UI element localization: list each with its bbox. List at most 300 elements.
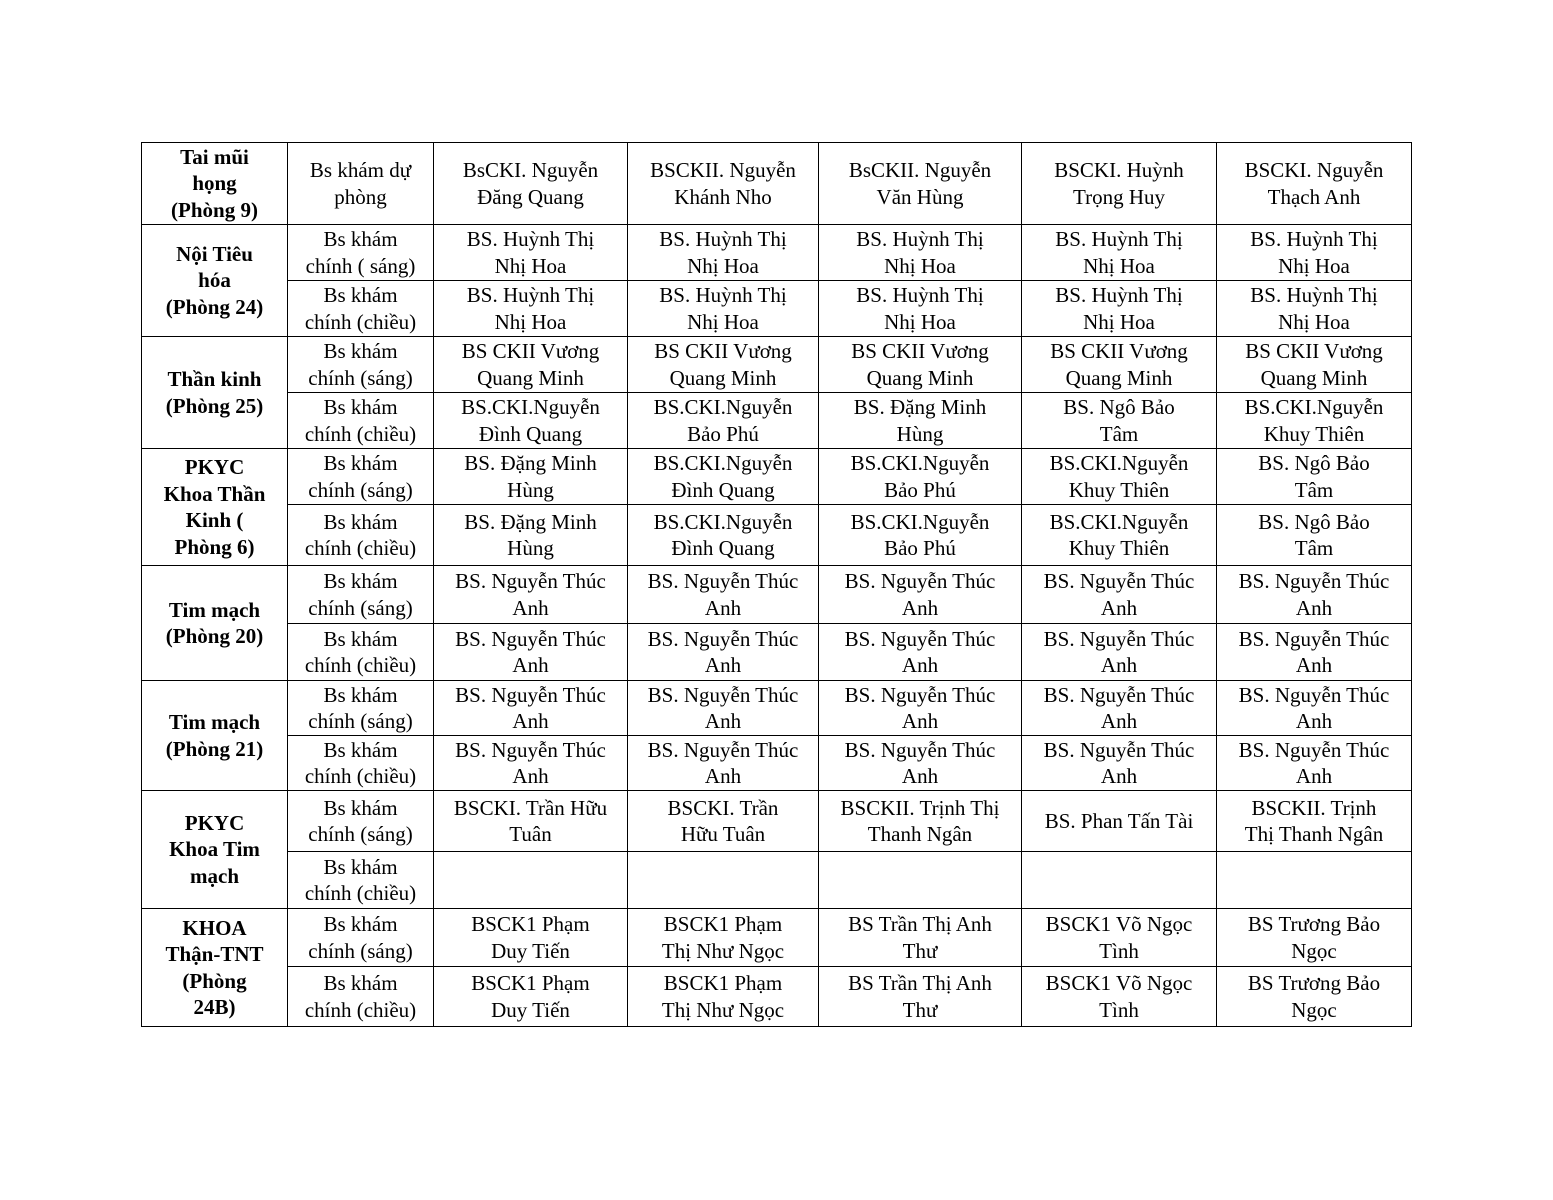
doctor-cell bbox=[1022, 505, 1217, 566]
table-row bbox=[142, 566, 1412, 624]
role-cell bbox=[288, 852, 434, 909]
department-name-line: (Phòng 20) bbox=[165, 624, 264, 648]
department-name-line: Nội Tiêu bbox=[176, 241, 253, 266]
role-cell bbox=[288, 505, 434, 566]
doctor-name-line: BS. Nguyễn Thúc bbox=[1238, 682, 1390, 707]
role-line: phòng bbox=[334, 184, 387, 209]
doctor-name-line: Duy Tiến bbox=[491, 997, 570, 1022]
doctor-cell bbox=[434, 505, 628, 566]
doctor-name-line: Văn Hùng bbox=[876, 184, 964, 209]
department-name-line: (Phòng 24) bbox=[165, 294, 264, 319]
role-cell bbox=[288, 225, 434, 281]
department-name-line: (Phòng 9) bbox=[171, 197, 258, 222]
doctor-name-line: Khuy Thiên bbox=[1068, 536, 1170, 560]
department-cell bbox=[142, 337, 288, 449]
doctor-cell bbox=[628, 791, 819, 852]
doctor-cell bbox=[1217, 681, 1412, 736]
doctor-cell bbox=[434, 566, 628, 624]
doctor-name-line: Quang Minh bbox=[477, 365, 584, 390]
department-cell bbox=[142, 909, 288, 1027]
doctor-name-line: Anh bbox=[901, 709, 939, 733]
doctor-name-line: BS. Nguyễn Thúc bbox=[455, 569, 606, 593]
doctor-name-line: Quang Minh bbox=[1065, 365, 1173, 390]
doctor-cell bbox=[819, 143, 1022, 225]
doctor-name-line: BS. Nguyễn Thúc bbox=[1238, 626, 1390, 651]
doctor-cell bbox=[434, 225, 628, 281]
role-line: Bs khám bbox=[323, 569, 398, 593]
doctor-name-line: Nhị Hoa bbox=[884, 253, 956, 278]
table-row bbox=[142, 225, 1412, 281]
role-cell bbox=[288, 449, 434, 505]
doctor-cell bbox=[819, 681, 1022, 736]
doctor-name-line: Thanh Ngân bbox=[867, 822, 973, 846]
doctor-cell bbox=[1217, 449, 1412, 505]
table-row bbox=[142, 337, 1412, 393]
role-line: Bs khám dự bbox=[309, 158, 412, 182]
table-row bbox=[142, 449, 1412, 505]
table-row bbox=[142, 681, 1412, 736]
doctor-name-line: Thị Như Ngọc bbox=[661, 997, 785, 1022]
doctor-name-line: BS.CKI.Nguyễn bbox=[850, 509, 990, 534]
doctor-cell bbox=[1217, 143, 1412, 225]
doctor-cell bbox=[819, 225, 1022, 281]
doctor-cell bbox=[1022, 624, 1217, 681]
doctor-name-line: BS. Nguyễn Thúc bbox=[455, 682, 606, 707]
role-cell bbox=[288, 143, 434, 225]
doctor-name-line: BsCKI. Nguyễn bbox=[462, 158, 599, 182]
doctor-name-line: BS. Đặng Minh bbox=[464, 451, 597, 475]
doctor-name-line: BSCK1 Phạm bbox=[663, 971, 783, 995]
role-line: chính (chiều) bbox=[304, 764, 417, 788]
doctor-name-line: Anh bbox=[1100, 764, 1138, 788]
department-name-line: Kinh ( bbox=[185, 508, 244, 532]
department-name-line: (Phòng 21) bbox=[165, 736, 264, 761]
role-cell bbox=[288, 736, 434, 791]
doctor-cell bbox=[1022, 281, 1217, 337]
doctor-name-line: BsCKII. Nguyễn bbox=[848, 158, 992, 182]
table-row bbox=[142, 967, 1412, 1027]
role-line: chính (chiều) bbox=[304, 309, 417, 334]
doctor-cell bbox=[628, 393, 819, 449]
doctor-name-line: BS. Nguyễn Thúc bbox=[647, 682, 799, 707]
doctor-cell bbox=[1217, 967, 1412, 1027]
doctor-cell bbox=[1217, 791, 1412, 852]
department-name-line: 24B) bbox=[193, 995, 236, 1019]
table-row bbox=[142, 736, 1412, 791]
doctor-cell bbox=[434, 624, 628, 681]
doctor-name-line: Hữu Tuân bbox=[680, 822, 766, 846]
doctor-cell bbox=[1217, 505, 1412, 566]
department-name-line: mạch bbox=[190, 863, 239, 888]
doctor-name-line: Trọng Huy bbox=[1073, 184, 1165, 209]
role-line: Bs khám bbox=[323, 227, 398, 251]
doctor-name-line: BS CKII Vương bbox=[1245, 339, 1383, 363]
doctor-cell bbox=[628, 624, 819, 681]
doctor-name-line: BS. Huỳnh Thị bbox=[659, 283, 787, 307]
role-line: chính (sáng) bbox=[308, 709, 413, 733]
doctor-name-line: BSCK1 Võ Ngọc bbox=[1045, 971, 1193, 995]
doctor-cell bbox=[434, 681, 628, 736]
doctor-cell bbox=[819, 337, 1022, 393]
doctor-cell bbox=[434, 281, 628, 337]
doctor-name-line: Tình bbox=[1099, 938, 1139, 963]
doctor-name-line: BS. Nguyễn Thúc bbox=[1043, 682, 1195, 707]
doctor-name-line: BS. Nguyễn Thúc bbox=[1238, 737, 1390, 762]
doctor-name-line: BS. Ngô Bảo bbox=[1063, 395, 1175, 419]
doctor-cell bbox=[1217, 281, 1412, 337]
role-cell bbox=[288, 791, 434, 852]
doctor-cell bbox=[819, 736, 1022, 791]
table-row bbox=[142, 909, 1412, 967]
doctor-name-line: BS. Nguyễn Thúc bbox=[844, 682, 996, 707]
doctor-name-line: Nhị Hoa bbox=[494, 253, 567, 278]
doctor-name-line: Đình Quang bbox=[671, 536, 775, 560]
doctor-cell bbox=[1022, 681, 1217, 736]
doctor-name-line: BS. Phan Tấn Tài bbox=[1044, 808, 1194, 833]
doctor-name-line: Anh bbox=[1295, 764, 1333, 788]
doctor-name-line: Anh bbox=[1295, 709, 1333, 733]
doctor-cell bbox=[434, 393, 628, 449]
doctor-name-line: BS. Nguyễn Thúc bbox=[647, 569, 799, 593]
role-line: chính (chiều) bbox=[304, 997, 417, 1022]
role-line: chính (sáng) bbox=[308, 822, 413, 846]
doctor-cell bbox=[434, 967, 628, 1027]
doctor-cell bbox=[628, 681, 819, 736]
doctor-cell bbox=[1022, 736, 1217, 791]
doctor-name-line: BS.CKI.Nguyễn bbox=[653, 509, 793, 534]
doctor-name-line: BS. Nguyễn Thúc bbox=[455, 737, 606, 762]
doctor-name-line: Thị Thanh Ngân bbox=[1244, 822, 1384, 846]
role-cell bbox=[288, 566, 434, 624]
doctor-name-line: BS. Huỳnh Thị bbox=[659, 227, 787, 251]
doctor-name-line: Nhị Hoa bbox=[1083, 309, 1155, 334]
role-cell bbox=[288, 337, 434, 393]
doctor-name-line: BS Trần Thị Anh bbox=[848, 971, 992, 995]
doctor-cell bbox=[628, 852, 819, 909]
doctor-name-line: BS. Nguyễn Thúc bbox=[455, 626, 606, 651]
doctor-name-line: Thạch Anh bbox=[1267, 184, 1361, 209]
role-line: chính (sáng) bbox=[308, 595, 413, 620]
doctor-name-line: Anh bbox=[901, 653, 939, 677]
department-name-line: Tai mũi bbox=[180, 144, 249, 169]
doctor-cell bbox=[1022, 852, 1217, 909]
doctor-name-line: BS. Nguyễn Thúc bbox=[844, 737, 996, 762]
doctor-name-line: BS. Ngô Bảo bbox=[1258, 509, 1370, 534]
doctor-name-line: BS CKII Vương bbox=[654, 339, 792, 363]
doctor-name-line: Anh bbox=[512, 595, 549, 620]
doctor-name-line: Ngọc bbox=[1291, 997, 1337, 1022]
department-name-line: KHOA bbox=[182, 915, 247, 940]
doctor-name-line: BS.CKI.Nguyễn bbox=[461, 395, 600, 419]
doctor-name-line: BSCKII. Trịnh Thị bbox=[840, 795, 1000, 820]
doctor-name-line: Bảo Phú bbox=[687, 421, 759, 446]
doctor-name-line: Nhị Hoa bbox=[687, 309, 759, 334]
doctor-cell bbox=[819, 566, 1022, 624]
doctor-name-line: Tâm bbox=[1099, 421, 1139, 446]
doctor-name-line: Anh bbox=[512, 709, 549, 733]
doctor-cell bbox=[1022, 449, 1217, 505]
doctor-name-line: BSCKI. Nguyễn bbox=[1244, 158, 1384, 182]
doctor-cell bbox=[1217, 624, 1412, 681]
doctor-cell bbox=[819, 909, 1022, 967]
doctor-name-line: BS CKII Vương bbox=[851, 339, 989, 363]
role-line: chính (sáng) bbox=[308, 365, 413, 390]
doctor-cell bbox=[819, 624, 1022, 681]
role-cell bbox=[288, 681, 434, 736]
doctor-name-line: BSCKI. Trần Hữu bbox=[453, 795, 608, 820]
doctor-name-line: Nhị Hoa bbox=[1278, 253, 1350, 278]
doctor-cell bbox=[1022, 143, 1217, 225]
doctor-cell bbox=[628, 909, 819, 967]
table-row bbox=[142, 393, 1412, 449]
doctor-cell bbox=[1217, 337, 1412, 393]
role-line: Bs khám bbox=[323, 395, 398, 419]
table-row bbox=[142, 281, 1412, 337]
role-line: Bs khám bbox=[323, 339, 398, 363]
doctor-name-line: Anh bbox=[704, 595, 742, 620]
doctor-cell bbox=[819, 449, 1022, 505]
doctor-cell bbox=[434, 449, 628, 505]
doctor-name-line: Quang Minh bbox=[866, 365, 974, 390]
doctor-name-line: Nhị Hoa bbox=[1278, 309, 1350, 334]
department-name-line: họng bbox=[192, 171, 237, 196]
doctor-cell bbox=[434, 791, 628, 852]
doctor-name-line: BS. Huỳnh Thị bbox=[856, 283, 984, 307]
doctor-name-line: BS.CKI.Nguyễn bbox=[1049, 451, 1189, 475]
doctor-name-line: Tuân bbox=[509, 822, 552, 846]
role-cell bbox=[288, 909, 434, 967]
doctor-name-line: Anh bbox=[1100, 595, 1138, 620]
doctor-name-line: BS.CKI.Nguyễn bbox=[1049, 509, 1189, 534]
doctor-cell bbox=[434, 852, 628, 909]
doctor-cell bbox=[1022, 909, 1217, 967]
department-name-line: Khoa Thần bbox=[163, 481, 266, 506]
doctor-cell bbox=[434, 143, 628, 225]
doctor-name-line: BS. Đặng Minh bbox=[853, 395, 987, 419]
doctor-name-line: BS. Nguyễn Thúc bbox=[647, 737, 799, 762]
doctor-name-line: BS. Huỳnh Thị bbox=[466, 283, 595, 307]
doctor-name-line: Anh bbox=[512, 653, 549, 677]
doctor-name-line: Khuy Thiên bbox=[1068, 477, 1170, 502]
table-row bbox=[142, 505, 1412, 566]
role-line: chính ( sáng) bbox=[305, 253, 416, 278]
doctor-name-line: Anh bbox=[901, 764, 939, 788]
schedule-body bbox=[142, 143, 1412, 1027]
doctor-cell bbox=[1217, 736, 1412, 791]
doctor-name-line: Đình Quang bbox=[671, 477, 775, 502]
doctor-cell bbox=[1022, 393, 1217, 449]
role-line: Bs khám bbox=[323, 854, 398, 879]
role-cell bbox=[288, 281, 434, 337]
doctor-cell bbox=[819, 393, 1022, 449]
doctor-name-line: BS. Huỳnh Thị bbox=[1250, 227, 1378, 251]
doctor-name-line: BS. Nguyễn Thúc bbox=[1043, 626, 1195, 651]
doctor-name-line: BS.CKI.Nguyễn bbox=[850, 451, 990, 475]
role-line: Bs khám bbox=[323, 451, 398, 475]
doctor-name-line: Anh bbox=[704, 764, 742, 788]
doctor-cell bbox=[1217, 566, 1412, 624]
role-line: Bs khám bbox=[323, 737, 398, 762]
department-name-line: Thần kinh bbox=[167, 367, 262, 391]
role-line: Bs khám bbox=[323, 971, 398, 995]
doctor-name-line: Bảo Phú bbox=[884, 477, 956, 502]
doctor-cell bbox=[1217, 852, 1412, 909]
doctor-name-line: Đăng Quang bbox=[477, 184, 584, 209]
doctor-name-line: Nhị Hoa bbox=[687, 253, 759, 278]
doctor-cell bbox=[1022, 791, 1217, 852]
doctor-name-line: Thị Như Ngọc bbox=[661, 938, 785, 963]
role-line: chính (chiều) bbox=[304, 421, 417, 446]
role-line: Bs khám bbox=[323, 509, 398, 534]
doctor-name-line: BSCKI. Trần bbox=[667, 795, 779, 820]
doctor-name-line: Anh bbox=[901, 595, 939, 620]
role-line: chính (chiều) bbox=[304, 536, 417, 560]
doctor-cell bbox=[1217, 909, 1412, 967]
doctor-cell bbox=[1217, 393, 1412, 449]
doctor-cell bbox=[434, 909, 628, 967]
doctor-name-line: Quang Minh bbox=[1260, 365, 1368, 390]
role-line: chính (chiều) bbox=[304, 653, 417, 677]
doctor-name-line: BS Trần Thị Anh bbox=[848, 912, 992, 936]
doctor-name-line: BS. Nguyễn Thúc bbox=[1043, 569, 1195, 593]
department-cell bbox=[142, 225, 288, 337]
role-line: chính (sáng) bbox=[308, 477, 413, 502]
doctor-name-line: BS. Đặng Minh bbox=[464, 509, 597, 534]
department-name-line: (Phòng 25) bbox=[165, 393, 264, 418]
doctor-cell bbox=[1217, 225, 1412, 281]
table-row bbox=[142, 852, 1412, 909]
doctor-name-line: Tâm bbox=[1294, 536, 1334, 560]
doctor-cell bbox=[434, 337, 628, 393]
doctor-cell bbox=[628, 967, 819, 1027]
doctor-name-line: BS. Huỳnh Thị bbox=[1250, 283, 1378, 307]
doctor-name-line: BS. Huỳnh Thị bbox=[1055, 227, 1183, 251]
role-cell bbox=[288, 393, 434, 449]
doctor-cell bbox=[1022, 967, 1217, 1027]
doctor-name-line: BS. Nguyễn Thúc bbox=[1043, 737, 1195, 762]
doctor-name-line: BSCKII. Trịnh bbox=[1251, 795, 1377, 820]
doctor-cell bbox=[1022, 566, 1217, 624]
doctor-name-line: BS CKII Vương bbox=[1050, 339, 1188, 363]
doctor-name-line: Anh bbox=[512, 764, 549, 788]
doctor-name-line: Ngọc bbox=[1291, 938, 1337, 963]
doctor-name-line: Anh bbox=[704, 709, 742, 733]
doctor-cell bbox=[628, 281, 819, 337]
doctor-name-line: Nhị Hoa bbox=[1083, 253, 1155, 278]
table-row bbox=[142, 143, 1412, 225]
doctor-name-line: Nhị Hoa bbox=[884, 309, 956, 334]
doctor-name-line: Bảo Phú bbox=[884, 536, 956, 560]
doctor-name-line: Thư bbox=[902, 938, 938, 963]
doctor-cell bbox=[628, 449, 819, 505]
department-name-line: Thận-TNT bbox=[165, 942, 264, 966]
doctor-cell bbox=[819, 967, 1022, 1027]
doctor-cell bbox=[628, 566, 819, 624]
department-name-line: (Phòng bbox=[182, 968, 247, 993]
department-cell bbox=[142, 449, 288, 566]
department-cell bbox=[142, 566, 288, 681]
doctor-name-line: Anh bbox=[1295, 653, 1333, 677]
table-row bbox=[142, 624, 1412, 681]
role-cell bbox=[288, 967, 434, 1027]
schedule-table bbox=[141, 142, 1412, 1027]
doctor-name-line: Quang Minh bbox=[669, 365, 777, 390]
doctor-cell bbox=[819, 791, 1022, 852]
doctor-name-line: Thư bbox=[902, 997, 938, 1022]
doctor-name-line: Khuy Thiên bbox=[1263, 421, 1365, 446]
department-name-line: Khoa Tim bbox=[169, 837, 260, 862]
doctor-name-line: BS. Nguyễn Thúc bbox=[647, 626, 799, 651]
department-name-line: hóa bbox=[198, 268, 231, 293]
doctor-name-line: BSCKII. Nguyễn bbox=[650, 158, 796, 182]
doctor-name-line: BS. Nguyễn Thúc bbox=[1238, 569, 1390, 593]
department-cell bbox=[142, 791, 288, 909]
doctor-name-line: Nhị Hoa bbox=[494, 309, 567, 334]
doctor-cell bbox=[819, 505, 1022, 566]
doctor-name-line: Khánh Nho bbox=[674, 184, 772, 209]
role-line: chính (sáng) bbox=[308, 938, 413, 963]
doctor-cell bbox=[1022, 337, 1217, 393]
doctor-name-line: BSCK1 Phạm bbox=[471, 971, 590, 995]
department-name-line: Phòng 6) bbox=[174, 534, 255, 559]
doctor-name-line: BS Trương Bảo bbox=[1247, 971, 1381, 995]
role-line: Bs khám bbox=[323, 626, 398, 651]
doctor-name-line: Anh bbox=[1100, 709, 1138, 733]
doctor-name-line: BS. Huỳnh Thị bbox=[466, 227, 595, 251]
doctor-name-line: BSCK1 Phạm bbox=[663, 912, 783, 936]
doctor-name-line: Anh bbox=[1295, 595, 1333, 620]
doctor-name-line: Hùng bbox=[507, 536, 554, 560]
doctor-name-line: BS.CKI.Nguyễn bbox=[653, 451, 793, 475]
doctor-name-line: Hùng bbox=[896, 421, 944, 446]
doctor-name-line: Tình bbox=[1099, 997, 1139, 1022]
doctor-name-line: BSCK1 Võ Ngọc bbox=[1045, 912, 1193, 936]
department-cell bbox=[142, 681, 288, 791]
department-name-line: PKYC bbox=[184, 455, 245, 479]
doctor-cell bbox=[628, 225, 819, 281]
doctor-name-line: BSCKI. Huỳnh bbox=[1054, 158, 1184, 182]
role-line: Bs khám bbox=[323, 283, 398, 307]
doctor-name-line: BS. Huỳnh Thị bbox=[1055, 283, 1183, 307]
doctor-name-line: Hùng bbox=[507, 477, 554, 502]
role-cell bbox=[288, 624, 434, 681]
doctor-name-line: BS CKII Vương bbox=[461, 339, 600, 363]
doctor-cell bbox=[819, 852, 1022, 909]
doctor-name-line: BSCK1 Phạm bbox=[471, 912, 590, 936]
doctor-name-line: BS. Huỳnh Thị bbox=[856, 227, 984, 251]
doctor-cell bbox=[628, 143, 819, 225]
role-line: Bs khám bbox=[323, 795, 398, 820]
doctor-name-line: BS.CKI.Nguyễn bbox=[653, 395, 793, 419]
doctor-cell bbox=[628, 736, 819, 791]
role-line: chính (chiều) bbox=[304, 881, 417, 905]
doctor-name-line: Anh bbox=[1100, 653, 1138, 677]
doctor-name-line: BS Trương Bảo bbox=[1247, 912, 1381, 936]
role-line: Bs khám bbox=[323, 682, 398, 707]
doctor-name-line: BS. Ngô Bảo bbox=[1258, 451, 1370, 475]
doctor-cell bbox=[819, 281, 1022, 337]
table-row bbox=[142, 791, 1412, 852]
doctor-name-line: BS. Nguyễn Thúc bbox=[844, 626, 996, 651]
doctor-name-line: Anh bbox=[704, 653, 742, 677]
department-name-line: PKYC bbox=[184, 810, 245, 835]
doctor-name-line: Đình Quang bbox=[478, 421, 583, 446]
doctor-cell bbox=[628, 337, 819, 393]
doctor-cell bbox=[1022, 225, 1217, 281]
department-name-line: Tim mạch bbox=[168, 710, 261, 734]
doctor-cell bbox=[628, 505, 819, 566]
doctor-cell bbox=[434, 736, 628, 791]
